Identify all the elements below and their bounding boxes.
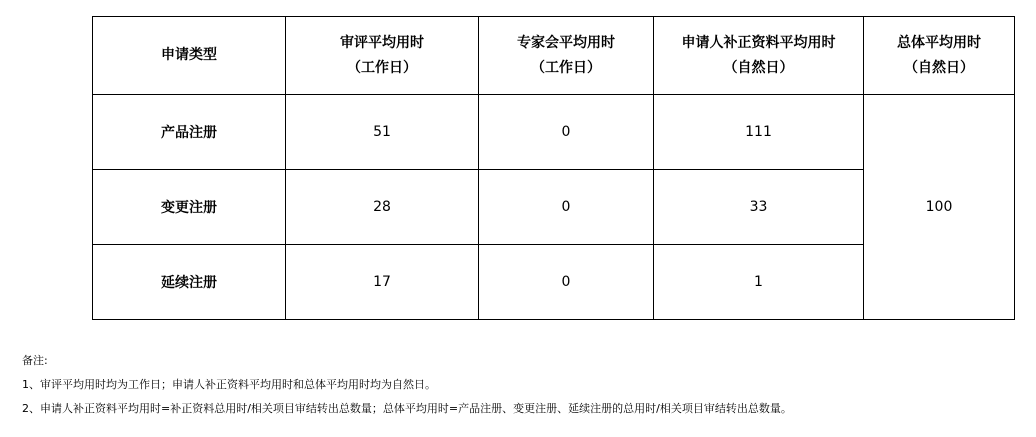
header-review-time-label: 审评平均用时 [340,34,424,51]
row-type-cell: 变更注册 [93,170,286,245]
header-review-time-unit: （工作日） [347,59,417,76]
header-supplement-time-label: 申请人补正资料平均用时 [681,34,836,51]
header-overall-time [864,17,1015,95]
review-time-cell: 28 [286,170,479,245]
row-type-cell: 延续注册 [93,245,286,320]
supplement-time-cell: 111 [654,95,864,170]
supplement-time-cell: 33 [654,170,864,245]
notes-section [22,349,792,421]
header-expert-meeting-time-unit: （工作日） [531,59,601,76]
row-type-cell: 产品注册 [93,95,286,170]
note-item: 2、申请人补正资料平均用时=补正资料总用时/相关项目审结转出总数量；总体平均用时=产品注册、变更注册、延续注册的总用时/相关项目审结转出总数量。 [22,402,792,415]
note-item: 1、审评平均用时均为工作日；申请人补正资料平均用时和总体平均用时均为自然日。 [22,378,436,391]
table-header-row [93,17,1015,95]
expert-meeting-time-cell: 0 [479,95,654,170]
header-expert-meeting-time-label: 专家会平均用时 [517,34,615,51]
overall-time-cell: 100 [864,95,1015,320]
expert-meeting-time-cell: 0 [479,245,654,320]
expert-meeting-time-cell: 0 [479,170,654,245]
header-overall-time-unit: （自然日） [904,59,974,76]
header-application-type-label: 申请类型 [161,47,217,63]
header-application-type [93,17,286,95]
header-review-time [286,17,479,95]
header-expert-meeting-time [479,17,654,95]
supplement-time-cell: 1 [654,245,864,320]
notes-title: 备注: [22,354,48,367]
review-time-cell: 17 [286,245,479,320]
header-supplement-time-unit: （自然日） [723,59,794,76]
table-row [93,95,1015,170]
review-time-table [92,16,1015,320]
header-supplement-time [654,17,864,95]
review-time-cell: 51 [286,95,479,170]
header-overall-time-label: 总体平均用时 [897,34,981,51]
